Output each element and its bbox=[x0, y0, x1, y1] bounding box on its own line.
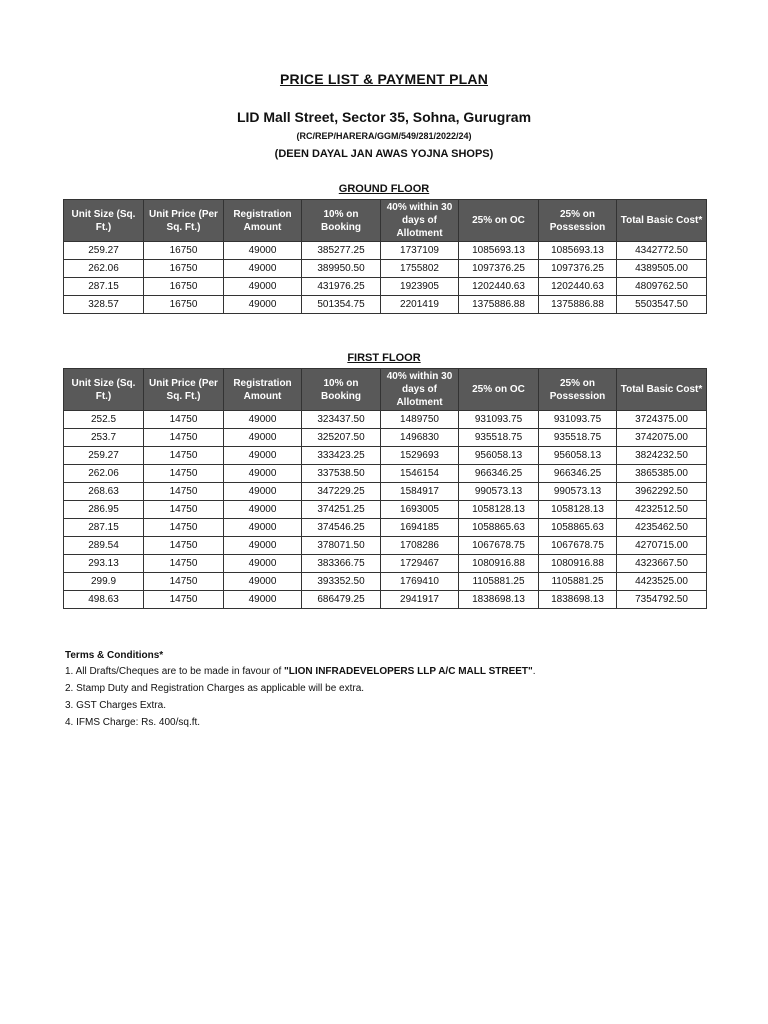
table-cell: 1729467 bbox=[381, 555, 459, 573]
table-cell: 990573.13 bbox=[459, 483, 539, 501]
table-row bbox=[64, 447, 707, 465]
table-cell: 4342772.50 bbox=[617, 242, 707, 260]
column-header: Unit Size (Sq. Ft.) bbox=[64, 200, 144, 242]
table-cell: 287.15 bbox=[64, 519, 144, 537]
table-row bbox=[64, 429, 707, 447]
table-cell: 1838698.13 bbox=[459, 591, 539, 609]
table-cell: 325207.50 bbox=[302, 429, 381, 447]
terms-line-1-prefix: 1. All Drafts/Cheques are to be made in favour of bbox=[65, 666, 285, 677]
table-row bbox=[64, 465, 707, 483]
table-cell: 378071.50 bbox=[302, 537, 381, 555]
table-row bbox=[64, 411, 707, 429]
table-cell: 16750 bbox=[144, 278, 224, 296]
table-cell: 931093.75 bbox=[459, 411, 539, 429]
table-row bbox=[64, 483, 707, 501]
table-cell: 49000 bbox=[224, 555, 302, 573]
table-cell: 966346.25 bbox=[539, 465, 617, 483]
terms-line-1 bbox=[65, 666, 536, 679]
table-cell: 289.54 bbox=[64, 537, 144, 555]
column-header: Total Basic Cost* bbox=[617, 200, 707, 242]
rera-number: (RC/REP/HARERA/GGM/549/281/2022/24) bbox=[296, 131, 472, 141]
table-cell: 333423.25 bbox=[302, 447, 381, 465]
table-cell: 14750 bbox=[144, 555, 224, 573]
table-cell: 49000 bbox=[224, 483, 302, 501]
terms-heading: Terms & Conditions* bbox=[65, 650, 164, 661]
table-cell: 286.95 bbox=[64, 501, 144, 519]
table-row bbox=[64, 260, 707, 278]
table-cell: 14750 bbox=[144, 483, 224, 501]
column-header: 25% on OC bbox=[459, 369, 539, 411]
table-cell: 253.7 bbox=[64, 429, 144, 447]
table-cell: 383366.75 bbox=[302, 555, 381, 573]
table-cell: 966346.25 bbox=[459, 465, 539, 483]
column-header: 25% on Possession bbox=[539, 369, 617, 411]
table-cell: 4323667.50 bbox=[617, 555, 707, 573]
table-cell: 393352.50 bbox=[302, 573, 381, 591]
terms-line-1-suffix: . bbox=[532, 666, 536, 677]
table-cell: 1923905 bbox=[381, 278, 459, 296]
table-cell: 7354792.50 bbox=[617, 591, 707, 609]
table-cell: 299.9 bbox=[64, 573, 144, 591]
table-row bbox=[64, 242, 707, 260]
table-cell: 935518.75 bbox=[539, 429, 617, 447]
column-header: Unit Price (Per Sq. Ft.) bbox=[144, 369, 224, 411]
table-cell: 1085693.13 bbox=[539, 242, 617, 260]
terms-payee: "LION INFRADEVELOPERS LLP A/C MALL STREET" bbox=[284, 666, 533, 677]
table-cell: 1067678.75 bbox=[539, 537, 617, 555]
table-cell: 385277.25 bbox=[302, 242, 381, 260]
column-header: 40% within 30 days of Allotment bbox=[381, 200, 459, 242]
table-cell: 16750 bbox=[144, 296, 224, 314]
table-cell: 14750 bbox=[144, 429, 224, 447]
table-cell: 4232512.50 bbox=[617, 501, 707, 519]
table-cell: 262.06 bbox=[64, 465, 144, 483]
table-cell: 1097376.25 bbox=[539, 260, 617, 278]
table-cell: 49000 bbox=[224, 260, 302, 278]
table-cell: 3724375.00 bbox=[617, 411, 707, 429]
table-cell: 1838698.13 bbox=[539, 591, 617, 609]
first-floor-table bbox=[63, 368, 707, 609]
table-row bbox=[64, 501, 707, 519]
table-header bbox=[64, 369, 707, 411]
table-cell: 268.63 bbox=[64, 483, 144, 501]
table-cell: 935518.75 bbox=[459, 429, 539, 447]
table-cell: 16750 bbox=[144, 242, 224, 260]
table-cell: 1375886.88 bbox=[539, 296, 617, 314]
column-header: 40% within 30 days of Allotment bbox=[381, 369, 459, 411]
table-cell: 14750 bbox=[144, 465, 224, 483]
table-cell: 14750 bbox=[144, 501, 224, 519]
table-cell: 1067678.75 bbox=[459, 537, 539, 555]
table-cell: 49000 bbox=[224, 573, 302, 591]
table-cell: 323437.50 bbox=[302, 411, 381, 429]
table-cell: 1694185 bbox=[381, 519, 459, 537]
table-cell: 374546.25 bbox=[302, 519, 381, 537]
table-row bbox=[64, 573, 707, 591]
table-cell: 4809762.50 bbox=[617, 278, 707, 296]
table-cell: 262.06 bbox=[64, 260, 144, 278]
table-cell: 1202440.63 bbox=[539, 278, 617, 296]
table-cell: 49000 bbox=[224, 519, 302, 537]
table-cell: 374251.25 bbox=[302, 501, 381, 519]
table-cell: 1097376.25 bbox=[459, 260, 539, 278]
table-cell: 686479.25 bbox=[302, 591, 381, 609]
table-cell: 49000 bbox=[224, 411, 302, 429]
table-cell: 1584917 bbox=[381, 483, 459, 501]
table-cell: 498.63 bbox=[64, 591, 144, 609]
table-cell: 956058.13 bbox=[459, 447, 539, 465]
column-header: Total Basic Cost* bbox=[617, 369, 707, 411]
table-cell: 49000 bbox=[224, 501, 302, 519]
table-cell: 14750 bbox=[144, 519, 224, 537]
table-cell: 337538.50 bbox=[302, 465, 381, 483]
table-cell: 1058865.63 bbox=[459, 519, 539, 537]
table-cell: 49000 bbox=[224, 278, 302, 296]
table-cell: 1085693.13 bbox=[459, 242, 539, 260]
table-cell: 1529693 bbox=[381, 447, 459, 465]
table-cell: 4423525.00 bbox=[617, 573, 707, 591]
table-cell: 14750 bbox=[144, 447, 224, 465]
table-cell: 3824232.50 bbox=[617, 447, 707, 465]
table-cell: 1489750 bbox=[381, 411, 459, 429]
table-cell: 1202440.63 bbox=[459, 278, 539, 296]
table-cell: 3865385.00 bbox=[617, 465, 707, 483]
table-cell: 14750 bbox=[144, 573, 224, 591]
table-cell: 49000 bbox=[224, 465, 302, 483]
table-cell: 1058128.13 bbox=[539, 501, 617, 519]
table-cell: 1693005 bbox=[381, 501, 459, 519]
table-cell: 4235462.50 bbox=[617, 519, 707, 537]
table-cell: 287.15 bbox=[64, 278, 144, 296]
table-cell: 259.27 bbox=[64, 242, 144, 260]
table-cell: 1737109 bbox=[381, 242, 459, 260]
column-header: 10% on Booking bbox=[302, 200, 381, 242]
table-row bbox=[64, 591, 707, 609]
table-cell: 1058865.63 bbox=[539, 519, 617, 537]
table-cell: 259.27 bbox=[64, 447, 144, 465]
column-header: Registration Amount bbox=[224, 200, 302, 242]
table-cell: 1496830 bbox=[381, 429, 459, 447]
ground-floor-title: GROUND FLOOR bbox=[338, 183, 430, 195]
table-cell: 49000 bbox=[224, 537, 302, 555]
terms-line-2: 2. Stamp Duty and Registration Charges as applicable will be extra. bbox=[65, 683, 365, 694]
table-cell: 293.13 bbox=[64, 555, 144, 573]
table-cell: 990573.13 bbox=[539, 483, 617, 501]
table-cell: 328.57 bbox=[64, 296, 144, 314]
table-cell: 1708286 bbox=[381, 537, 459, 555]
table-cell: 956058.13 bbox=[539, 447, 617, 465]
table-cell: 1080916.88 bbox=[539, 555, 617, 573]
table-cell: 431976.25 bbox=[302, 278, 381, 296]
column-header: 25% on Possession bbox=[539, 200, 617, 242]
table-row bbox=[64, 278, 707, 296]
table-cell: 4270715.00 bbox=[617, 537, 707, 555]
table-cell: 1080916.88 bbox=[459, 555, 539, 573]
table-cell: 389950.50 bbox=[302, 260, 381, 278]
table-cell: 252.5 bbox=[64, 411, 144, 429]
table-cell: 1105881.25 bbox=[539, 573, 617, 591]
table-cell: 501354.75 bbox=[302, 296, 381, 314]
table-row bbox=[64, 296, 707, 314]
table-cell: 3962292.50 bbox=[617, 483, 707, 501]
table-cell: 14750 bbox=[144, 411, 224, 429]
column-header: Registration Amount bbox=[224, 369, 302, 411]
table-row bbox=[64, 519, 707, 537]
table-cell: 1546154 bbox=[381, 465, 459, 483]
ground-floor-table bbox=[63, 199, 707, 314]
table-row bbox=[64, 555, 707, 573]
terms-line-3: 3. GST Charges Extra. bbox=[65, 700, 166, 711]
table-cell: 16750 bbox=[144, 260, 224, 278]
table-cell: 2201419 bbox=[381, 296, 459, 314]
table-cell: 1755802 bbox=[381, 260, 459, 278]
table-cell: 347229.25 bbox=[302, 483, 381, 501]
column-header: Unit Price (Per Sq. Ft.) bbox=[144, 200, 224, 242]
table-cell: 5503547.50 bbox=[617, 296, 707, 314]
table-row bbox=[64, 537, 707, 555]
table-header bbox=[64, 200, 707, 242]
table-cell: 931093.75 bbox=[539, 411, 617, 429]
table-cell: 49000 bbox=[224, 242, 302, 260]
column-header: 10% on Booking bbox=[302, 369, 381, 411]
table-cell: 14750 bbox=[144, 591, 224, 609]
table-cell: 1769410 bbox=[381, 573, 459, 591]
column-header: 25% on OC bbox=[459, 200, 539, 242]
terms-section bbox=[65, 650, 536, 734]
table-cell: 2941917 bbox=[381, 591, 459, 609]
table-cell: 49000 bbox=[224, 591, 302, 609]
table-cell: 1105881.25 bbox=[459, 573, 539, 591]
table-cell: 49000 bbox=[224, 296, 302, 314]
first-floor-title: FIRST FLOOR bbox=[347, 352, 421, 364]
table-cell: 1375886.88 bbox=[459, 296, 539, 314]
terms-line-4: 4. IFMS Charge: Rs. 400/sq.ft. bbox=[65, 717, 201, 728]
scheme-name: (DEEN DAYAL JAN AWAS YOJNA SHOPS) bbox=[274, 148, 494, 160]
page-title: PRICE LIST & PAYMENT PLAN bbox=[279, 71, 489, 87]
table-cell: 3742075.00 bbox=[617, 429, 707, 447]
table-cell: 4389505.00 bbox=[617, 260, 707, 278]
table-cell: 14750 bbox=[144, 537, 224, 555]
table-cell: 49000 bbox=[224, 429, 302, 447]
table-cell: 49000 bbox=[224, 447, 302, 465]
column-header: Unit Size (Sq. Ft.) bbox=[64, 369, 144, 411]
table-cell: 1058128.13 bbox=[459, 501, 539, 519]
project-name: LID Mall Street, Sector 35, Sohna, Gurugram bbox=[236, 109, 532, 125]
